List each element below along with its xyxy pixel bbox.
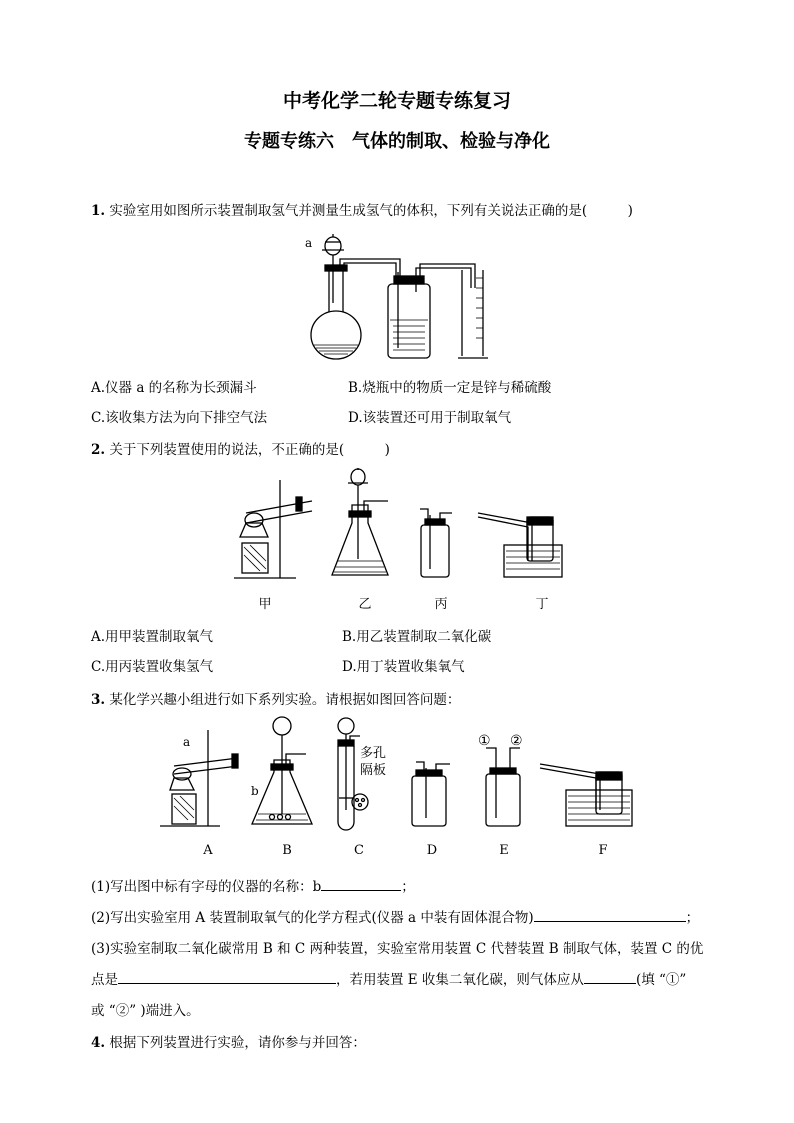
- q3-sub2: [91, 906, 699, 926]
- page-title: 中考化学二轮专题专练复习: [282, 90, 511, 112]
- q3-porous-label-2: 隔板: [360, 763, 387, 778]
- q1-option-b: B.烧瓶中的物质一定是锌与稀硫酸: [348, 380, 552, 396]
- q3-sub3-blank-advantage[interactable]: [118, 970, 336, 984]
- q4-stem: [91, 1031, 366, 1051]
- q3-port-2: ②: [510, 733, 523, 749]
- q3-sub3-line2: [91, 968, 686, 988]
- q3-sub3-line1: (3)实验室制取二氧化碳常用 B 和 C 两种装置，实验室常用装置 C 代替装置 B 制取气体，装置 C 的优: [91, 941, 704, 957]
- page-subtitle: 专题专练六 气体的制取、检验与净化: [244, 131, 550, 152]
- q3-sub1-end: ；: [401, 879, 415, 895]
- q3-text: 某化学兴趣小组进行如下系列实验。请根据如图回答问题：: [109, 692, 461, 708]
- q2-text: 关于下列装置使用的说法，不正确的是( ): [109, 442, 390, 458]
- q3-number: 3.: [91, 692, 106, 708]
- q3-porous-label-1: 多孔: [360, 746, 387, 761]
- q3-sub1-text: (1)写出图中标有字母的仪器的名称：b: [91, 879, 322, 895]
- q1-number: 1.: [91, 203, 106, 219]
- q2-apparatus-figure: [232, 465, 572, 583]
- q3-sub3-line2b: ，若用装置 E 收集二氧化碳，则气体应从: [336, 972, 584, 988]
- q3-label-a: a: [183, 735, 191, 749]
- q2-option-a: A.用甲装置制取氧气: [91, 629, 214, 645]
- q2-caption-jia: 甲: [258, 597, 272, 612]
- q3-sub3-line3: 或 “②” )端进入。: [91, 1003, 200, 1019]
- q3-caption-b: B: [282, 843, 292, 858]
- q2-stem: [91, 438, 390, 458]
- q3-caption-f: F: [598, 843, 608, 858]
- q2-caption-bing: 丙: [434, 597, 448, 612]
- q4-text: 根据下列装置进行实验，请你参与并回答：: [109, 1035, 366, 1051]
- q1-apparatus-figure: [300, 228, 500, 363]
- q1-option-d: D.该装置还可用于制取氧气: [348, 410, 512, 426]
- q3-stem: [91, 688, 460, 708]
- q1-option-c: C.该收集方法为向下排空气法: [91, 410, 268, 426]
- q2-caption-ding: 丁: [535, 597, 549, 612]
- q3-sub1: [91, 875, 415, 895]
- q3-sub1-blank[interactable]: [321, 877, 401, 891]
- q3-sub2-text: (2)写出实验室用 A 装置制取氧气的化学方程式(仪器 a 中装有固体混合物): [91, 910, 534, 926]
- q2-option-d: D.用丁装置收集氧气: [342, 659, 465, 675]
- q3-caption-a: A: [203, 843, 213, 858]
- q3-sub3-line2c: (填 “①”: [635, 972, 687, 988]
- q1-text: 实验室用如图所示装置制取氢气并测量生成氢气的体积，下列有关说法正确的是( ): [109, 203, 633, 219]
- q1-option-a: A.仪器 a 的名称为长颈漏斗: [91, 380, 257, 396]
- q3-sub3-line2a: 点是: [91, 972, 118, 988]
- q1-label-a: a: [305, 236, 313, 250]
- q3-sub3-blank-port[interactable]: [584, 970, 636, 984]
- q2-option-b: B.用乙装置制取二氧化碳: [342, 629, 492, 645]
- q3-sub2-blank[interactable]: [534, 908, 686, 922]
- q3-caption-c: C: [354, 843, 364, 858]
- q2-option-c: C.用丙装置收集氢气: [91, 659, 214, 675]
- q3-caption-d: D: [426, 843, 438, 858]
- q3-sub2-end: ；: [685, 910, 700, 926]
- q2-number: 2.: [91, 442, 106, 458]
- q1-stem: [91, 199, 633, 219]
- q3-label-b: b: [251, 784, 259, 798]
- q4-number: 4.: [91, 1035, 106, 1051]
- q2-caption-yi: 乙: [358, 597, 372, 612]
- q3-apparatus-figure: [160, 714, 640, 832]
- q3-caption-e: E: [499, 843, 509, 858]
- q3-port-1: ①: [478, 733, 491, 749]
